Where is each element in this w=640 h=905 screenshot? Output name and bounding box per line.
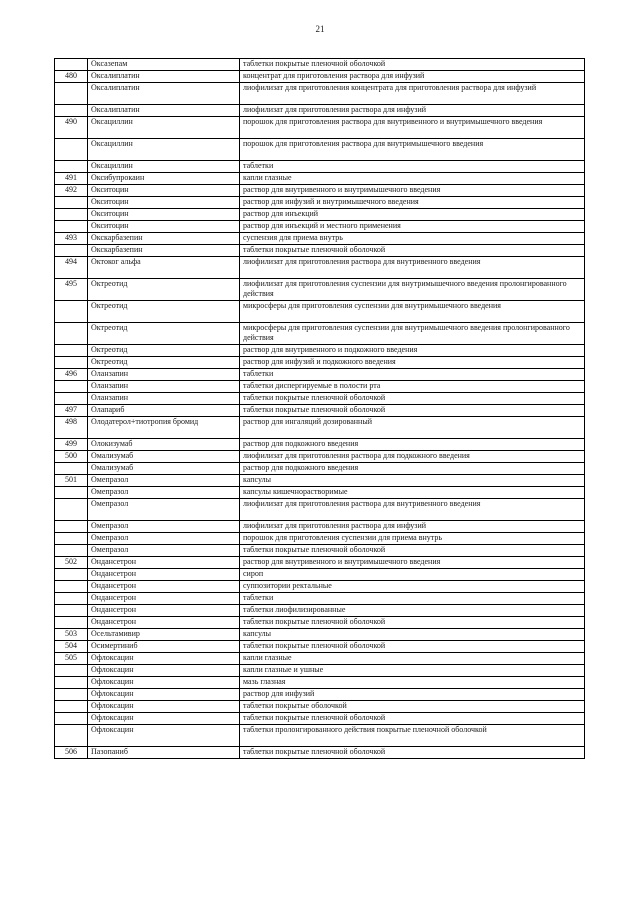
- dosage-form-cell: лиофилизат для приготовления концентрата для приготовления раствора для инфузий: [240, 83, 585, 105]
- row-number-cell: [55, 83, 88, 105]
- table-row: [55, 593, 585, 605]
- drug-name-cell: Оксациллин: [88, 161, 240, 173]
- drug-name-cell: Окситоцин: [88, 221, 240, 233]
- row-number-cell: [55, 689, 88, 701]
- dosage-form-cell: раствор для внутривенного и внутримышечного введения: [240, 557, 585, 569]
- drug-name-cell: Оксалиплатин: [88, 105, 240, 117]
- row-number-cell: [55, 593, 88, 605]
- drug-name-cell: Пазопаниб: [88, 747, 240, 759]
- dosage-form-cell: таблетки покрытые пленочной оболочкой: [240, 545, 585, 557]
- page-number: 21: [315, 24, 325, 34]
- dosage-form-cell: раствор для инфузий: [240, 689, 585, 701]
- dosage-form-cell: лиофилизат для приготовления раствора для внутривенного введения: [240, 257, 585, 279]
- dosage-form-cell: капсулы: [240, 629, 585, 641]
- drug-name-cell: Офлоксацин: [88, 689, 240, 701]
- dosage-form-cell: раствор для инфузий и подкожного введения: [240, 357, 585, 369]
- row-number-cell: 498: [55, 417, 88, 439]
- row-number-cell: 494: [55, 257, 88, 279]
- drug-name-cell: Оксибупрокаин: [88, 173, 240, 185]
- table-row: [55, 221, 585, 233]
- dosage-form-cell: лиофилизат для приготовления раствора для инфузий: [240, 521, 585, 533]
- drug-name-cell: Октреотид: [88, 357, 240, 369]
- row-number-cell: [55, 105, 88, 117]
- dosage-form-cell: микросферы для приготовления суспензии для внутримышечного введения пролонгированного действия: [240, 323, 585, 345]
- row-number-cell: [55, 161, 88, 173]
- dosage-form-cell: таблетки покрытые пленочной оболочкой: [240, 617, 585, 629]
- table-row: [55, 641, 585, 653]
- dosage-form-cell: микросферы для приготовления суспензии для внутримышечного введения: [240, 301, 585, 323]
- dosage-form-cell: таблетки покрытые пленочной оболочкой: [240, 59, 585, 71]
- drug-name-cell: Офлоксацин: [88, 701, 240, 713]
- table-row: [55, 301, 585, 323]
- table-row: [55, 369, 585, 381]
- dosage-form-cell: раствор для подкожного введения: [240, 439, 585, 451]
- dosage-form-cell: капли глазные и ушные: [240, 665, 585, 677]
- dosage-form-cell: раствор для инъекций: [240, 209, 585, 221]
- row-number-cell: 496: [55, 369, 88, 381]
- dosage-form-cell: мазь глазная: [240, 677, 585, 689]
- row-number-cell: [55, 533, 88, 545]
- table-row: [55, 475, 585, 487]
- row-number-cell: [55, 345, 88, 357]
- dosage-form-cell: концентрат для приготовления раствора для инфузий: [240, 71, 585, 83]
- drug-name-cell: Омализумаб: [88, 463, 240, 475]
- row-number-cell: 492: [55, 185, 88, 197]
- row-number-cell: [55, 139, 88, 161]
- table-row: [55, 713, 585, 725]
- table-row: [55, 499, 585, 521]
- drug-name-cell: Ондансетрон: [88, 605, 240, 617]
- row-number-cell: [55, 677, 88, 689]
- table-row: [55, 209, 585, 221]
- table-row: [55, 323, 585, 345]
- table-row: [55, 105, 585, 117]
- dosage-form-cell: суспензия для приема внутрь: [240, 233, 585, 245]
- row-number-cell: [55, 499, 88, 521]
- dosage-form-cell: порошок для приготовления раствора для внутримышечного введения: [240, 139, 585, 161]
- drug-name-cell: Офлоксацин: [88, 713, 240, 725]
- row-number-cell: [55, 209, 88, 221]
- row-number-cell: 491: [55, 173, 88, 185]
- dosage-form-cell: суппозитории ректальные: [240, 581, 585, 593]
- table-row: [55, 117, 585, 139]
- row-number-cell: [55, 221, 88, 233]
- drug-name-cell: Олодатерол+тиотропия бромид: [88, 417, 240, 439]
- drug-name-cell: Октоког альфа: [88, 257, 240, 279]
- drug-name-cell: Оланзапин: [88, 393, 240, 405]
- table-row: [55, 677, 585, 689]
- table-row: [55, 725, 585, 747]
- drug-name-cell: Омепразол: [88, 475, 240, 487]
- drug-name-cell: Ондансетрон: [88, 557, 240, 569]
- dosage-form-cell: сироп: [240, 569, 585, 581]
- drug-name-cell: Окситоцин: [88, 185, 240, 197]
- row-number-cell: [55, 301, 88, 323]
- row-number-cell: 500: [55, 451, 88, 463]
- drug-name-cell: Оксациллин: [88, 117, 240, 139]
- drug-name-cell: Офлоксацин: [88, 665, 240, 677]
- dosage-form-cell: таблетки пролонгированного действия покрытые пленочной оболочкой: [240, 725, 585, 747]
- drug-name-cell: Омализумаб: [88, 451, 240, 463]
- row-number-cell: [55, 713, 88, 725]
- row-number-cell: 480: [55, 71, 88, 83]
- dosage-form-cell: таблетки покрытые пленочной оболочкой: [240, 393, 585, 405]
- drug-name-cell: Октреотид: [88, 345, 240, 357]
- table-row: [55, 665, 585, 677]
- drug-name-cell: Осимертиниб: [88, 641, 240, 653]
- dosage-form-cell: таблетки покрытые пленочной оболочкой: [240, 405, 585, 417]
- row-number-cell: [55, 245, 88, 257]
- row-number-cell: 497: [55, 405, 88, 417]
- table-row: [55, 533, 585, 545]
- drug-name-cell: Оланзапин: [88, 381, 240, 393]
- table-row: [55, 451, 585, 463]
- row-number-cell: [55, 665, 88, 677]
- table-row: [55, 357, 585, 369]
- dosage-form-cell: раствор для внутривенного и подкожного введения: [240, 345, 585, 357]
- row-number-cell: [55, 381, 88, 393]
- row-number-cell: 490: [55, 117, 88, 139]
- row-number-cell: 502: [55, 557, 88, 569]
- dosage-form-cell: капсулы кишечнорастворимые: [240, 487, 585, 499]
- dosage-form-cell: таблетки покрытые пленочной оболочкой: [240, 713, 585, 725]
- row-number-cell: [55, 463, 88, 475]
- dosage-form-cell: порошок для приготовления раствора для внутривенного и внутримышечного введения: [240, 117, 585, 139]
- drug-name-cell: Оксациллин: [88, 139, 240, 161]
- table-row: [55, 545, 585, 557]
- drug-name-cell: Омепразол: [88, 533, 240, 545]
- drug-name-cell: Ондансетрон: [88, 581, 240, 593]
- table-row: [55, 521, 585, 533]
- table-row: [55, 557, 585, 569]
- row-number-cell: 495: [55, 279, 88, 301]
- table-row: [55, 405, 585, 417]
- drug-name-cell: Октреотид: [88, 279, 240, 301]
- table-row: [55, 439, 585, 451]
- table-row: [55, 173, 585, 185]
- drug-name-cell: Омепразол: [88, 521, 240, 533]
- table-row: [55, 653, 585, 665]
- drug-name-cell: Окскарбазепин: [88, 245, 240, 257]
- dosage-form-cell: лиофилизат для приготовления раствора для внутривенного введения: [240, 499, 585, 521]
- dosage-form-cell: лиофилизат для приготовления суспензии для внутримышечного введения пролонгированного действия: [240, 279, 585, 301]
- dosage-form-cell: порошок для приготовления суспензии для приема внутрь: [240, 533, 585, 545]
- table-row: [55, 701, 585, 713]
- table-row: [55, 605, 585, 617]
- drug-name-cell: Оксалиплатин: [88, 71, 240, 83]
- dosage-form-cell: таблетки: [240, 161, 585, 173]
- table-row: [55, 629, 585, 641]
- dosage-form-cell: таблетки диспергируемые в полости рта: [240, 381, 585, 393]
- drug-name-cell: Ондансетрон: [88, 593, 240, 605]
- row-number-cell: [55, 581, 88, 593]
- dosage-form-cell: раствор для внутривенного и внутримышечного введения: [240, 185, 585, 197]
- dosage-form-cell: таблетки: [240, 369, 585, 381]
- row-number-cell: [55, 393, 88, 405]
- row-number-cell: [55, 725, 88, 747]
- drug-name-cell: Окситоцин: [88, 209, 240, 221]
- drug-table: [54, 58, 585, 759]
- row-number-cell: [55, 59, 88, 71]
- row-number-cell: [55, 357, 88, 369]
- drug-name-cell: Окскарбазепин: [88, 233, 240, 245]
- row-number-cell: 504: [55, 641, 88, 653]
- row-number-cell: [55, 605, 88, 617]
- row-number-cell: [55, 569, 88, 581]
- table-row: [55, 581, 585, 593]
- drug-name-cell: Омепразол: [88, 499, 240, 521]
- dosage-form-cell: раствор для ингаляций дозированный: [240, 417, 585, 439]
- drug-table-body: [55, 59, 585, 759]
- drug-name-cell: Олапариб: [88, 405, 240, 417]
- drug-name-cell: Октреотид: [88, 323, 240, 345]
- dosage-form-cell: таблетки лиофилизированные: [240, 605, 585, 617]
- row-number-cell: 501: [55, 475, 88, 487]
- table-row: [55, 747, 585, 759]
- drug-name-cell: Офлоксацин: [88, 653, 240, 665]
- table-row: [55, 83, 585, 105]
- row-number-cell: [55, 545, 88, 557]
- drug-name-cell: Омепразол: [88, 487, 240, 499]
- dosage-form-cell: таблетки покрытые пленочной оболочкой: [240, 245, 585, 257]
- row-number-cell: 499: [55, 439, 88, 451]
- table-row: [55, 257, 585, 279]
- dosage-form-cell: капли глазные: [240, 173, 585, 185]
- table-row: [55, 381, 585, 393]
- row-number-cell: [55, 323, 88, 345]
- drug-name-cell: Ондансетрон: [88, 569, 240, 581]
- dosage-form-cell: капсулы: [240, 475, 585, 487]
- drug-name-cell: Оланзапин: [88, 369, 240, 381]
- drug-name-cell: Октреотид: [88, 301, 240, 323]
- dosage-form-cell: раствор для инъекций и местного применения: [240, 221, 585, 233]
- row-number-cell: [55, 521, 88, 533]
- row-number-cell: [55, 701, 88, 713]
- drug-name-cell: Офлоксацин: [88, 677, 240, 689]
- table-row: [55, 463, 585, 475]
- table-row: [55, 279, 585, 301]
- drug-name-cell: Оксалиплатин: [88, 83, 240, 105]
- drug-name-cell: Олокизумаб: [88, 439, 240, 451]
- dosage-form-cell: таблетки покрытые оболочкой: [240, 701, 585, 713]
- row-number-cell: 493: [55, 233, 88, 245]
- table-row: [55, 393, 585, 405]
- table-row: [55, 71, 585, 83]
- table-row: [55, 345, 585, 357]
- table-row: [55, 417, 585, 439]
- dosage-form-cell: таблетки: [240, 593, 585, 605]
- dosage-form-cell: таблетки покрытые пленочной оболочкой: [240, 641, 585, 653]
- table-row: [55, 487, 585, 499]
- dosage-form-cell: раствор для инфузий и внутримышечного введения: [240, 197, 585, 209]
- row-number-cell: [55, 197, 88, 209]
- table-row: [55, 689, 585, 701]
- table-row: [55, 197, 585, 209]
- dosage-form-cell: раствор для подкожного введения: [240, 463, 585, 475]
- drug-name-cell: Окситоцин: [88, 197, 240, 209]
- drug-name-cell: Осельтамивир: [88, 629, 240, 641]
- drug-name-cell: Офлоксацин: [88, 725, 240, 747]
- table-row: [55, 245, 585, 257]
- table-row: [55, 617, 585, 629]
- table-row: [55, 569, 585, 581]
- drug-name-cell: Омепразол: [88, 545, 240, 557]
- table-row: [55, 139, 585, 161]
- row-number-cell: 506: [55, 747, 88, 759]
- row-number-cell: 505: [55, 653, 88, 665]
- table-row: [55, 233, 585, 245]
- table-row: [55, 59, 585, 71]
- dosage-form-cell: таблетки покрытые пленочной оболочкой: [240, 747, 585, 759]
- row-number-cell: [55, 487, 88, 499]
- row-number-cell: [55, 617, 88, 629]
- row-number-cell: 503: [55, 629, 88, 641]
- table-row: [55, 185, 585, 197]
- dosage-form-cell: капли глазные: [240, 653, 585, 665]
- table-row: [55, 161, 585, 173]
- dosage-form-cell: лиофилизат для приготовления раствора для подкожного введения: [240, 451, 585, 463]
- drug-name-cell: Оксазепам: [88, 59, 240, 71]
- drug-name-cell: Ондансетрон: [88, 617, 240, 629]
- dosage-form-cell: лиофилизат для приготовления раствора для инфузий: [240, 105, 585, 117]
